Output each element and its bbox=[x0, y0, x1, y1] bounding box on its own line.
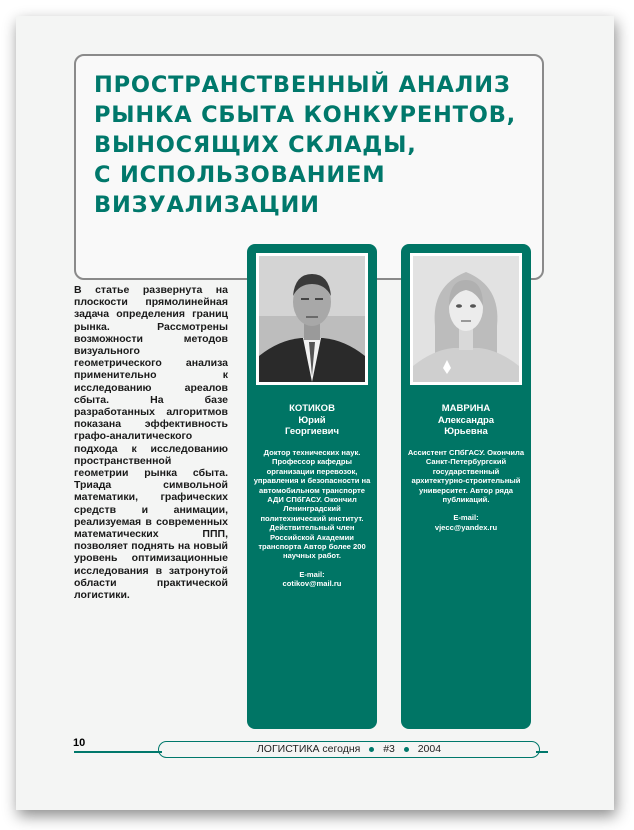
author-bio: Доктор технических наук. Профессор кафедры организации перевозок, управления и безопасности на автомобильном транспорте АДИ СПбГАСУ. Окончил Ленинградский политехнический институт. Действительный член Российской Академии транспорта Автор более 200 научных работ. bbox=[253, 448, 371, 561]
email-label: E-mail: bbox=[453, 513, 479, 523]
author-email-link[interactable]: cotikov@mail.ru bbox=[282, 579, 342, 589]
footer-journal-banner bbox=[158, 741, 540, 758]
author-photo bbox=[256, 253, 368, 385]
bullet-dot-icon bbox=[369, 747, 374, 752]
author-card-mavrina bbox=[401, 244, 531, 729]
author-email-link[interactable]: vjecc@yandex.ru bbox=[434, 522, 498, 532]
author-photo bbox=[410, 253, 522, 385]
email-label: E-mail: bbox=[299, 569, 325, 579]
author-surname: МАВРИНА bbox=[441, 403, 491, 414]
issue-number: #3 bbox=[383, 743, 395, 755]
author-name bbox=[405, 403, 527, 438]
author-bio-block bbox=[407, 448, 525, 532]
journal-name: ЛОГИСТИКА сегодня bbox=[256, 743, 361, 755]
article-abstract: В статье развернута на плоскости прямолинейная задача определения границ рынка. Рассмотрены возможности методов визуального геометрического анализа применительно к исследованию ареалов сбыта. На базе разработанных алгоритмов показана эффективность графо-аналитического подхода к исследованию пространственной геометрии рынка сбыта. Триада символьной математики, графических средств и анимации, реализуемая в современных математических ППП, позволяет поднять на новый уровень оптимизационные исследования в затронутой области практической логистики. bbox=[74, 284, 228, 602]
bullet-dot-icon bbox=[404, 747, 409, 752]
article-title: ПРОСТРАНСТВЕННЫЙ АНАЛИЗ РЫНКА СБЫТА КОНКУРЕНТОВ, ВЫНОСЯЩИХ СКЛАДЫ, С ИСПОЛЬЗОВАНИЕМ ВИЗУАЛИЗАЦИИ bbox=[94, 72, 516, 218]
author-name bbox=[251, 403, 373, 438]
author-bio-block bbox=[253, 448, 371, 589]
issue-year: 2004 bbox=[417, 743, 442, 755]
author-card-kotikov bbox=[247, 244, 377, 729]
journal-page bbox=[16, 16, 614, 810]
portrait-photo-woman-icon bbox=[413, 256, 519, 382]
author-first-name: Александра bbox=[437, 414, 495, 426]
author-patronymic: Юрьевна bbox=[444, 426, 488, 437]
author-first-name: Юрий bbox=[298, 414, 326, 426]
page-number: 10 bbox=[73, 737, 86, 749]
portrait-photo-man-icon bbox=[259, 256, 365, 382]
footer-rule-left bbox=[74, 751, 162, 753]
author-surname: КОТИКОВ bbox=[289, 403, 335, 414]
author-patronymic: Георгиевич bbox=[284, 426, 340, 437]
author-bio: Ассистент СПбГАСУ. Окончила Санкт-Петербургский государственный архитектурно-строительный университет. Автор ряда публикаций. bbox=[407, 448, 525, 505]
